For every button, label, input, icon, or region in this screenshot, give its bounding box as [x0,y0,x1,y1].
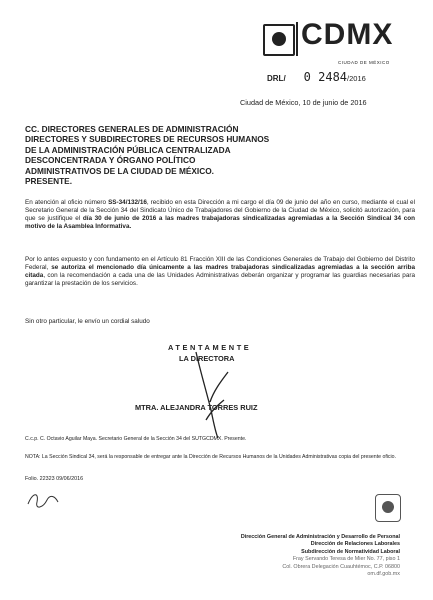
reference-prefix: DRL/ [267,74,286,83]
footer-line: Col. Obrera Delegación Cuauhtémoc, C.P. 06800 [282,563,400,570]
reference-year: /2016 [347,74,366,83]
body-paragraph-1 [25,199,415,231]
document-date: Ciudad de México, 10 de junio de 2016 [240,98,367,107]
addressee-line: DE LA ADMINISTRACIÓN PÚBLICA CENTRALIZADA [25,144,231,155]
paragraph-text: En atención al oficio número [25,199,109,206]
signer-name: MTRA. ALEJANDRA TORRES RUIZ [135,403,258,412]
logo-subtitle: CIUDAD DE MÉXICO [338,60,390,65]
office-stamp-icon [375,494,401,522]
addressee-line: DESCONCENTRADA Y ÓRGANO POLÍTICO [25,155,196,166]
handwritten-initials [25,488,61,512]
addressee-line: CC. DIRECTORES GENERALES DE ADMINISTRACIÓN [25,124,239,134]
logo-divider [296,22,298,56]
ccp-line: C.c.p. C. Octavio Aguilar Maya. Secretario General de la Sección 34 del SUTGCDMX. Presente. [25,436,247,442]
closing-title: LA DIRECTORA [179,354,235,363]
paragraph-text: Por lo antes expuesto y con fundamento en el Artículo 81 Fracción XIII de las Condiciones Generales de Trabajo del Gobierno del Distrito Federal, [25,256,415,271]
paragraph-text: , recibido en esta Dirección a mi cargo el día 09 de junio del año en curso, mediante el cual el Secretario General de la Sección 34 del Sindicato Único de Trabajadores del Gobierno de la Ciudad de México, solicitó autorización, para que se justifique el [25,199,415,222]
document-reference [267,70,366,84]
footer-address [160,534,400,578]
footer-line: Dirección General de Administración y Desarrollo de Personal [240,534,400,540]
folio-line: Folio. 22323 09/06/2016 [25,476,84,482]
paragraph-text: , con la recomendación a cada una de las Unidades Administrativas deberán organizar y programar las guardias necesarias para garantizar la prestación de los servicios. [25,271,415,287]
body-paragraph-3: Sin otro particular, le envío un cordial saludo [25,318,150,325]
paragraph-emphasis: SS-34/132/16 [108,199,147,206]
reference-number: 0 2484 [303,70,348,84]
body-paragraph-2 [25,256,415,288]
paragraph-emphasis: día 30 de junio de 2016 a las madres trabajadoras sindicalizadas agremiadas a la Sección Sindical 34 con motivo de la Asamblea Informativa. [25,214,415,230]
addressee-line: PRESENTE. [25,176,73,187]
addressee-line: DIRECTORES Y SUBDIRECTORES DE RECURSOS HUMANOS [25,134,270,145]
paragraph-emphasis: se autoriza el mencionado día únicamente a las madres trabajadoras sindicalizadas agremiadas a la sección arriba citada [25,263,416,279]
footer-line: om.df.gob.mx [367,571,400,578]
logo-text: CDMX [301,18,394,51]
cdmx-logo [263,18,413,65]
cdmx-seal-icon [263,24,295,56]
footer-line: Dirección de Relaciones Laborales [310,541,400,548]
addressee-block [25,124,315,186]
nota-text: NOTA: La Sección Sindical 34, será la responsable de entregar ante la Dirección de Recursos Humanos de la Unidades Administrativas copia del presente oficio. [25,454,397,460]
addressee-line: ADMINISTRATIVOS DE LA CIUDAD DE MÉXICO. [25,165,214,176]
closing-atentamente: ATENTAMENTE [168,343,252,352]
handwritten-signature [176,350,246,440]
footer-line: Fray Servando Teresa de Mier No. 77, piso 1 [292,556,400,563]
footer-line: Subdirección de Normatividad Laboral [301,548,400,555]
